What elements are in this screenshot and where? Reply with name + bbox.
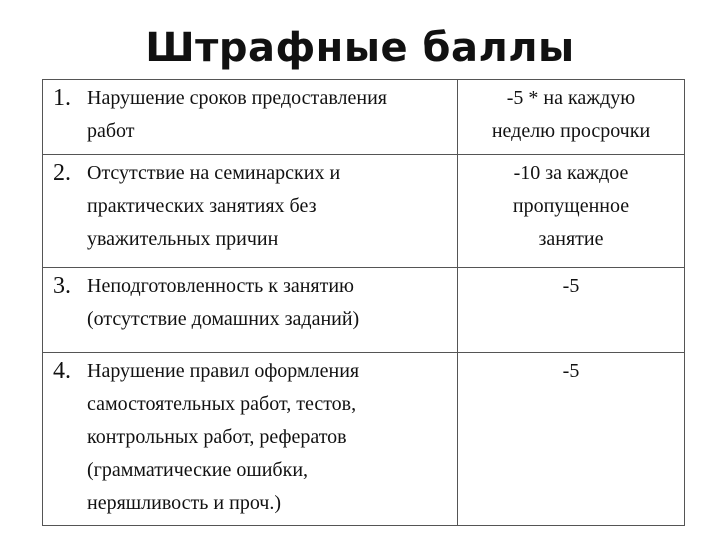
violation-description	[81, 353, 458, 526]
penalty-points-text: -10 за каждое пропущенное занятие	[512, 162, 630, 250]
row-number: 3.	[43, 268, 82, 353]
penalty-table	[42, 79, 685, 526]
row-number: 4.	[43, 353, 82, 526]
violation-description	[81, 268, 458, 353]
penalty-points	[458, 80, 685, 155]
penalty-points-text: -5 * на каждую неделю просрочки	[491, 87, 651, 142]
violation-description-text: Нарушение правил оформления самостоятельных работ, тестов, контрольных работ, рефератов (грамматические ошибки, неряшливость и проч.)	[87, 360, 360, 514]
violation-description-text: Неподготовленность к занятию (отсутствие домашних заданий)	[87, 275, 360, 330]
penalty-points	[458, 155, 685, 268]
penalty-points	[458, 268, 685, 353]
penalty-points-text: -5	[562, 275, 580, 297]
penalty-points-text: -5	[562, 360, 580, 382]
violation-description-text: Нарушение сроков предоставления работ	[87, 87, 388, 142]
violation-description	[81, 155, 458, 268]
violation-description	[81, 80, 458, 155]
page-title: Штрафные баллы	[145, 25, 575, 71]
row-number: 2.	[43, 155, 82, 268]
table-row	[43, 353, 685, 526]
violation-description-text: Отсутствие на семинарских и практических занятиях без уважительных причин	[87, 162, 341, 250]
table-row	[43, 268, 685, 353]
table-row	[43, 155, 685, 268]
table-row	[43, 80, 685, 155]
penalty-points	[458, 353, 685, 526]
row-number: 1.	[43, 80, 82, 155]
